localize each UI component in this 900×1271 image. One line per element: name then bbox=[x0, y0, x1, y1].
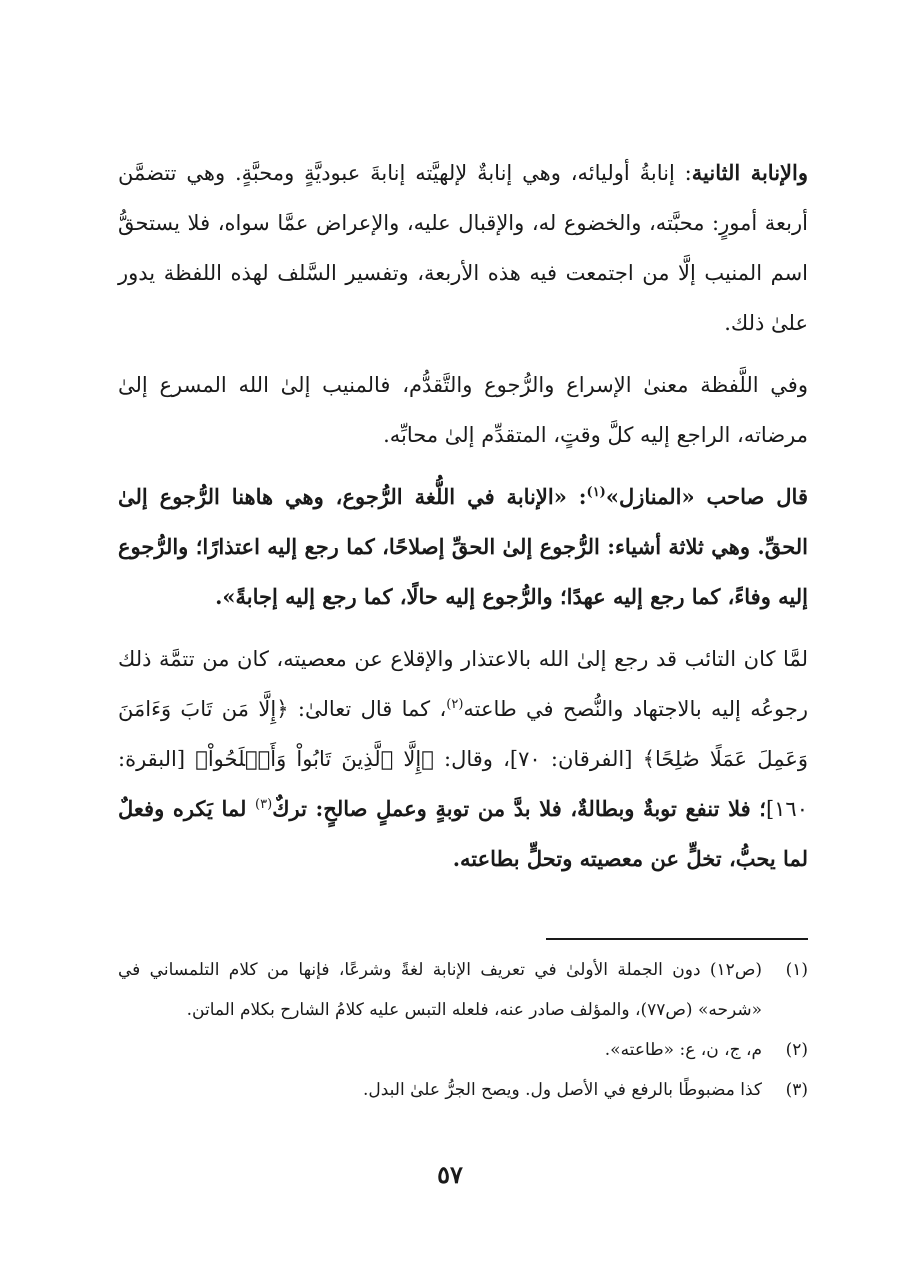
footnote-1 bbox=[118, 950, 808, 1030]
paragraph-1-lead: والإنابة الثانية bbox=[691, 160, 808, 185]
footnote-3 bbox=[118, 1070, 808, 1110]
footnote-number-1: (١) bbox=[785, 960, 808, 980]
footnote-separator bbox=[546, 938, 808, 940]
paragraph-1 bbox=[118, 148, 808, 348]
paragraph-4-text-b: ، كما قال تعالىٰ: bbox=[288, 697, 447, 721]
paragraph-4-text-a: لمَّا كان التائب قد رجع إلىٰ الله بالاعتذار والإقلاع عن معصيته، كان من تتمَّة ذلك رجوعُه إليه بالاجتهاد والنُّصح في طاعته bbox=[118, 647, 808, 721]
footnote-ref-1[interactable]: (١) bbox=[586, 485, 606, 500]
footnote-text-1: (ص١٢) دون الجملة الأولىٰ في تعريف الإنابة لغةً وشرعًا، فإنها من كلام التلمساني في «شرحه» (ص٧٧)، والمؤلف صادر عنه، فلعله التبس عليه كلامُ الشارح بكلام الماتن. bbox=[118, 960, 762, 1020]
footnote-ref-2[interactable]: (٢) bbox=[446, 697, 464, 712]
footnote-number-3: (٣) bbox=[785, 1080, 808, 1100]
footnote-text-3: كذا مضبوطًا بالرفع في الأصل ول. ويصح الجرُّ علىٰ البدل. bbox=[362, 1080, 762, 1100]
paragraph-1-text: : إنابةُ أوليائه، وهي إنابةٌ لإلهيَّته إنابةَ عبوديَّةٍ ومحبَّةٍ. وهي تتضمَّن أربعة أمورٍ: محبَّته، والخضوع له، والإقبال عليه، والإعراض عمَّا سواه، فلا يستحقُّ اسم المنيب إلَّا من اجتمعت فيه هذه الأربعة، وتفسير السَّلف لهذه اللفظة يدور علىٰ ذلك. bbox=[118, 161, 808, 335]
paragraph-4-text-d: ؛ فلا تنفع توبةٌ وبطالةٌ، فلا بدَّ من توبةٍ وعملٍ صالحٍ: تركٌ bbox=[272, 796, 766, 821]
footnotes bbox=[118, 950, 808, 1110]
paragraph-4-text-c: ، وقال: bbox=[433, 747, 510, 771]
paragraph-3-lead: قال صاحب «المنازل» bbox=[605, 484, 808, 509]
quran-verse-1: ﴿إِلَّا مَن تَابَ وَءَامَنَ وَعَمِلَ عَمَلًا صَٰلِحًا﴾ bbox=[118, 697, 809, 771]
page-number: ٥٧ bbox=[437, 1160, 463, 1189]
paragraph-2 bbox=[118, 360, 808, 460]
footnote-2 bbox=[118, 1030, 808, 1070]
main-text bbox=[118, 148, 808, 896]
footnote-ref-3[interactable]: (٣) bbox=[255, 797, 273, 812]
paragraph-3-quote: : «الإنابة في اللُّغة الرُّجوع، وهي هاهنا الرُّجوع إلىٰ الحقِّ. وهي ثلاثة أشياء: الرُّجوع إلىٰ الحقِّ إصلاحًا، كما رجع إليه اعتذارًا؛ والرُّجوع إليه وفاءً، كما رجع إليه عهدًا؛ والرُّجوع إليه حالًا، كما رجع إليه إجابةً». bbox=[118, 484, 808, 609]
footnote-number-2: (٢) bbox=[785, 1040, 808, 1060]
footnote-text-2: م، ج، ن، ع: «طاعته». bbox=[604, 1040, 762, 1060]
quran-verse-2: ﴿إِلَّا ٱلَّذِينَ تَابُواْ وَأَصۡلَحُواْ﴾ bbox=[195, 747, 434, 771]
verse-reference-2: [البقرة: ١٦٠] bbox=[118, 747, 808, 821]
paragraph-4 bbox=[118, 634, 808, 884]
verse-reference-1: [الفرقان: ٧٠] bbox=[509, 747, 643, 771]
paragraph-3 bbox=[118, 472, 808, 622]
paragraph-4-text-e: لما يَكره وفعلٌ لما يحبُّ، تخلٍّ عن معصيته وتحلٍّ بطاعته. bbox=[118, 796, 808, 871]
paragraph-2-text: وفي اللَّفظة معنىٰ الإسراع والرُّجوع والتَّقدُّم، فالمنيب إلىٰ الله المسرع إلىٰ مرضاته، الراجع إليه كلَّ وقتٍ، المتقدِّم إلىٰ محابِّه. bbox=[118, 373, 808, 447]
